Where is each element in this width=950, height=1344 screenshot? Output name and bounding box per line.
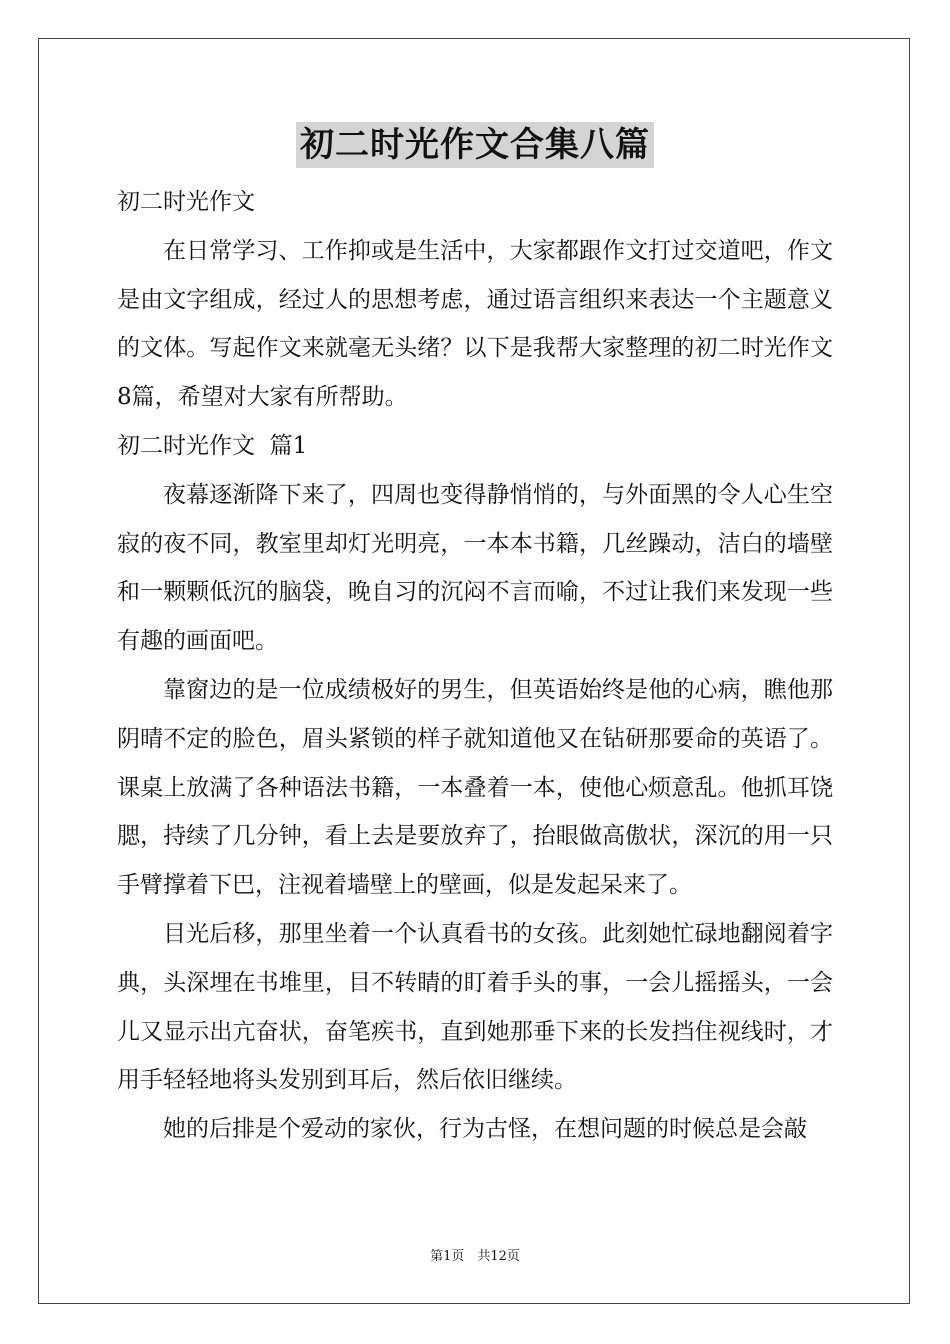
paragraph: 夜幕逐渐降下来了，四周也变得静悄悄的，与外面黑的令人心生空寂的夜不同，教室里却灯光明亮，一本本书籍，几丝躁动，洁白的墙壁和一颗颗低沉的脑袋，晚自习的沉闷不言而喻，不过让我们来发现一些有趣的画面吧。 — [117, 481, 833, 655]
section-heading: 初二时光作文 — [117, 189, 255, 215]
paragraph: 她的后排是个爱动的家伙，行为古怪，在想问题的时候总是会敲 — [163, 1116, 807, 1143]
title-container — [0, 122, 950, 168]
page-footer: 第1页 共12页 — [430, 1249, 520, 1264]
document-title: 初二时光作文合集八篇 — [296, 122, 654, 168]
section-heading: 初二时光作文 篇1 — [117, 432, 308, 459]
paragraph: 在日常学习、工作抑或是生活中，大家都跟作文打过交道吧，作文是由文字组成，经过人的思想考虑，通过语言组织来表达一个主题意义的文体。写起作文来就毫无头绪？以下是我帮大家整理的初二时光作文8篇，希望对大家有所帮助。 — [117, 237, 833, 411]
paragraph: 靠窗边的是一位成绩极好的男生，但英语始终是他的心病，瞧他那阴晴不定的脸色，眉头紧锁的样子就知道他又在钻研那要命的英语了。课桌上放满了各种语法书籍，一本叠着一本，使他心烦意乱。他抓耳饶腮，持续了几分钟，看上去是要放弃了，抬眼做高傲状，深沉的用一只手臂撑着下巴，注视着墙壁上的壁画，似是发起呆来了。 — [117, 676, 833, 899]
paragraph: 目光后移，那里坐着一个认真看书的女孩。此刻她忙碌地翻阅着字典，头深埋在书堆里，目不转睛的盯着手头的事，一会儿摇摇头，一会儿又显示出亢奋状，奋笔疾书，直到她那垂下来的长发挡住视线时，才用手轻轻地将头发别到耳后，然后依旧继续。 — [117, 920, 833, 1094]
document-body — [117, 178, 833, 1154]
